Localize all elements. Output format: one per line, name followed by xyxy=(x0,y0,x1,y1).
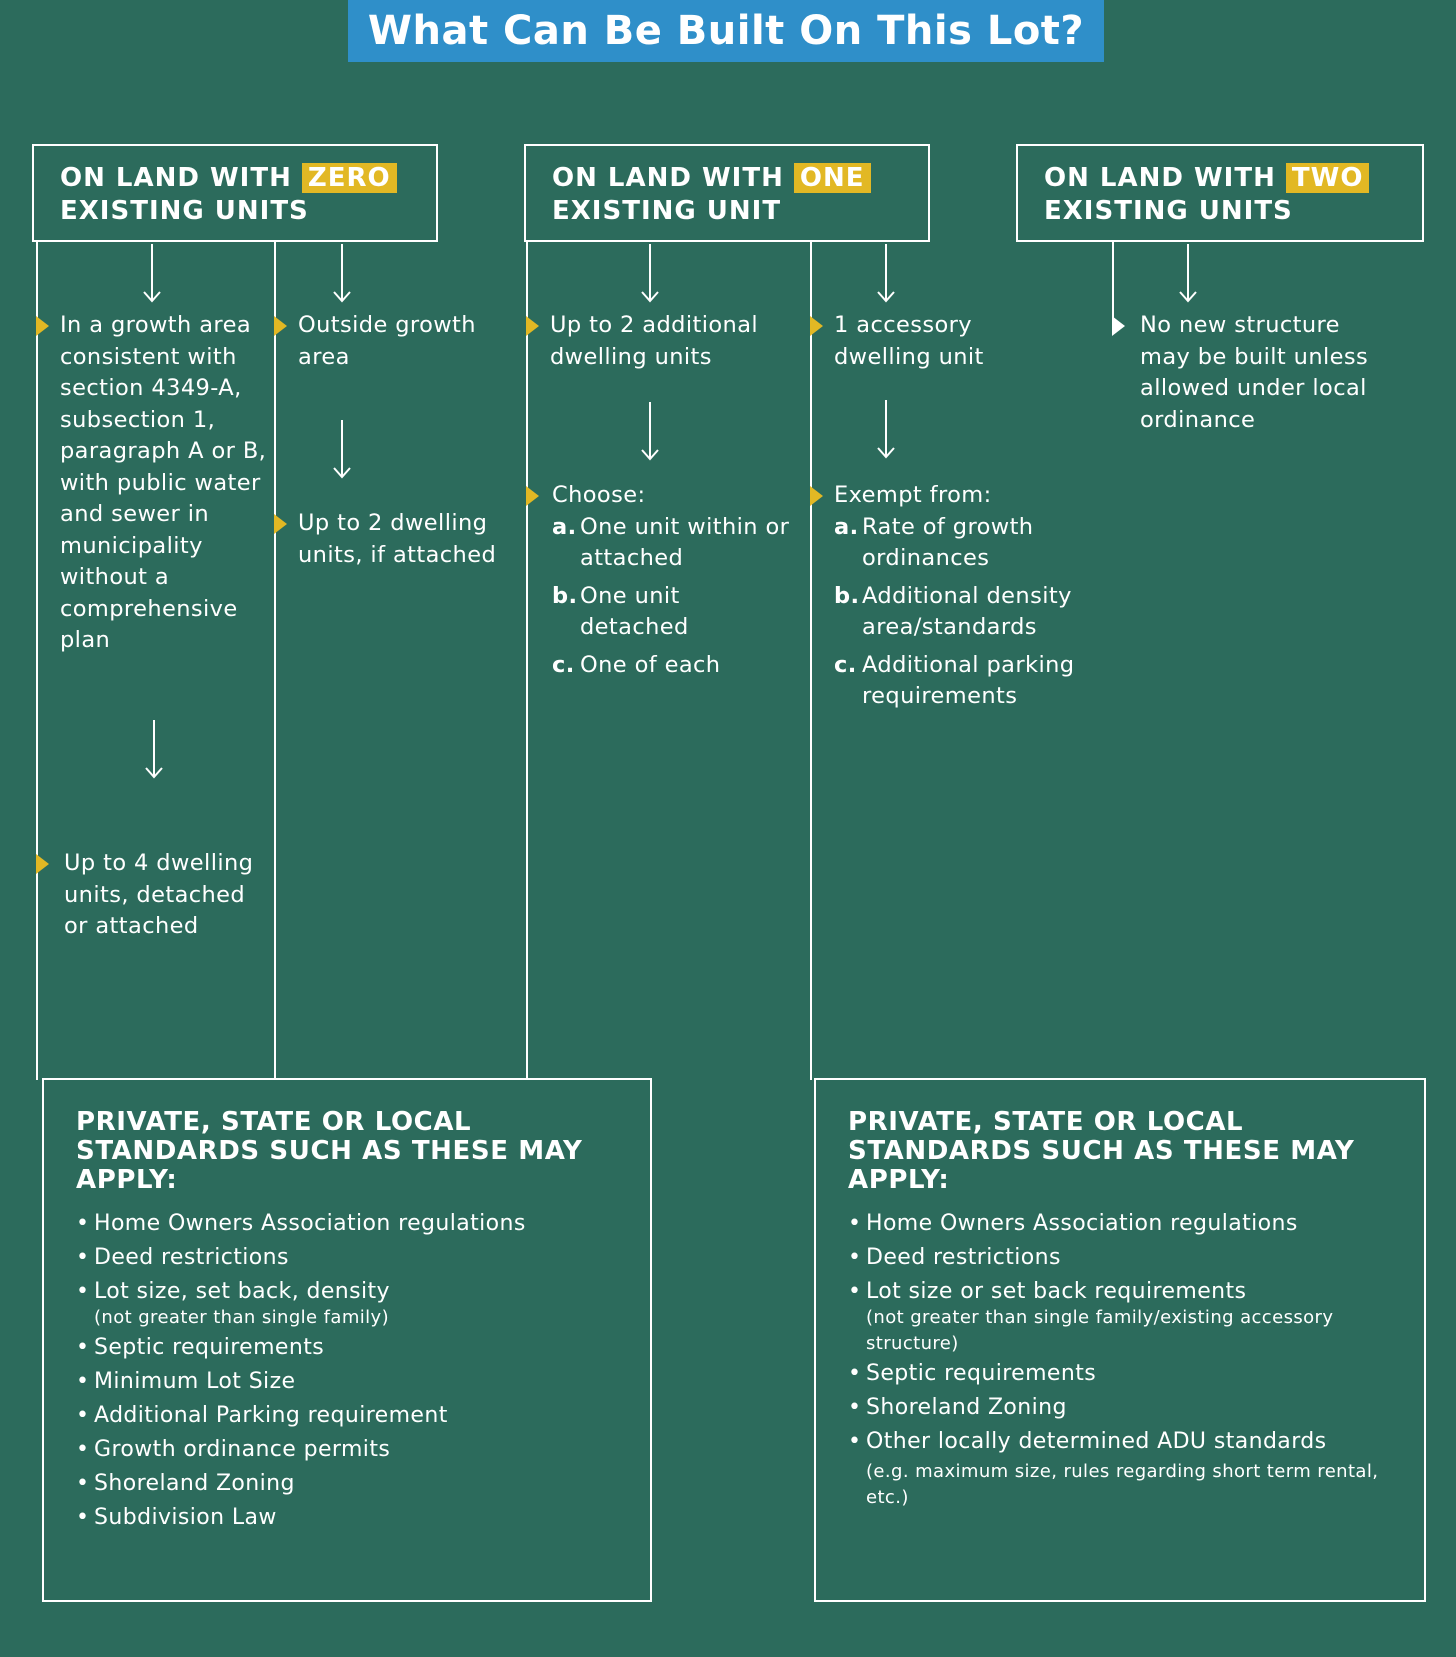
list-item: • Lot size or set back requirements (not greater than single family/existing accessory structure) xyxy=(848,1275,1404,1357)
title-bar xyxy=(348,0,1104,62)
list-item: • Shoreland Zoning xyxy=(848,1391,1404,1425)
list-item: • Septic requirements xyxy=(848,1357,1404,1391)
connector-line xyxy=(1112,242,1114,324)
list-item: • Home Owners Association regulations xyxy=(76,1207,630,1241)
yellow-triangle-icon xyxy=(274,514,287,534)
list-item: • Lot size, set back, density (not greater than single family) xyxy=(76,1275,630,1331)
connector-line xyxy=(36,242,38,1080)
header-zero-units: ON LAND WITH ZERO EXISTING UNITS xyxy=(32,144,438,242)
standards-box-right xyxy=(814,1078,1426,1602)
exempt-item: Exempt from: a. Rate of growth ordinances b. Additional density area/standards c. Additional parking requirements xyxy=(834,480,1104,713)
choose-option-b: b. One unit detached xyxy=(552,582,689,640)
list-item: • Shoreland Zoning xyxy=(76,1467,630,1501)
connector-line xyxy=(810,242,812,1080)
arrow-down-icon xyxy=(332,420,352,480)
arrow-down-icon xyxy=(640,402,660,462)
standards-heading: PRIVATE, STATE OR LOCAL STANDARDS SUCH AS THESE MAY APPLY: xyxy=(76,1107,583,1195)
choose-option-a: a. One unit within or attached xyxy=(552,513,790,571)
connector-line xyxy=(274,242,276,1078)
yellow-triangle-icon xyxy=(274,316,287,336)
choose-item: Choose: a. One unit within or attached b. One unit detached c. One of each xyxy=(552,480,790,681)
list-item: • Minimum Lot Size xyxy=(76,1365,630,1399)
arrow-down-icon xyxy=(332,244,352,304)
yellow-triangle-icon xyxy=(36,854,49,874)
arrow-down-icon xyxy=(142,244,162,304)
highlight-two: TWO xyxy=(1286,163,1370,193)
outside-area-item: Outside growth area xyxy=(298,310,498,373)
page-title: What Can Be Built On This Lot? xyxy=(367,8,1085,54)
exempt-option-c: c. Additional parking requirements xyxy=(834,651,1075,709)
highlight-one: ONE xyxy=(794,163,871,193)
arrow-down-icon xyxy=(640,244,660,304)
header-two-units: ON LAND WITH TWO EXISTING UNITS xyxy=(1016,144,1424,242)
arrow-down-icon xyxy=(876,244,896,304)
yellow-triangle-icon xyxy=(526,486,539,506)
accessory-unit-item: 1 accessory dwelling unit xyxy=(834,310,1054,373)
exempt-option-a: a. Rate of growth ordinances xyxy=(834,513,1034,571)
list-item: • Home Owners Association regulations xyxy=(848,1207,1404,1241)
connector-line xyxy=(526,242,528,1080)
list-item: • Septic requirements xyxy=(76,1331,630,1365)
white-triangle-icon xyxy=(1112,316,1125,336)
list-item: • Additional Parking requirement xyxy=(76,1399,630,1433)
yellow-triangle-icon xyxy=(36,316,49,336)
growth-result-item: Up to 4 dwelling units, detached or attached xyxy=(64,848,270,943)
list-item: • Deed restrictions xyxy=(76,1241,630,1275)
standards-list xyxy=(848,1207,1404,1511)
standards-list xyxy=(76,1207,630,1535)
list-item: • Subdivision Law xyxy=(76,1501,630,1535)
yellow-triangle-icon xyxy=(810,486,823,506)
list-item: • Other locally determined ADU standards (e.g. maximum size, rules regarding short term rental, etc.) xyxy=(848,1425,1404,1511)
arrow-down-icon xyxy=(876,400,896,460)
arrow-down-icon xyxy=(144,720,164,780)
arrow-down-icon xyxy=(1178,244,1198,304)
list-item: • Growth ordinance permits xyxy=(76,1433,630,1467)
choose-option-c: c. One of each xyxy=(552,651,721,678)
yellow-triangle-icon xyxy=(526,316,539,336)
additional-units-item: Up to 2 additional dwelling units xyxy=(550,310,790,373)
no-new-structure-item: No new structure may be built unless allowed under local ordinance xyxy=(1140,310,1380,436)
outside-result-item: Up to 2 dwelling units, if attached xyxy=(298,508,498,571)
header-one-unit: ON LAND WITH ONE EXISTING UNIT xyxy=(524,144,930,242)
yellow-triangle-icon xyxy=(810,316,823,336)
standards-box-left xyxy=(42,1078,652,1602)
standards-heading: PRIVATE, STATE OR LOCAL STANDARDS SUCH AS THESE MAY APPLY: xyxy=(848,1107,1355,1195)
highlight-zero: ZERO xyxy=(302,163,397,193)
list-item: • Deed restrictions xyxy=(848,1241,1404,1275)
exempt-option-b: b. Additional density area/standards xyxy=(834,582,1072,640)
growth-area-item: In a growth area consistent with section 4349-A, subsection 1, paragraph A or B, with public water and sewer in municipality without a comprehensive plan xyxy=(60,310,272,657)
